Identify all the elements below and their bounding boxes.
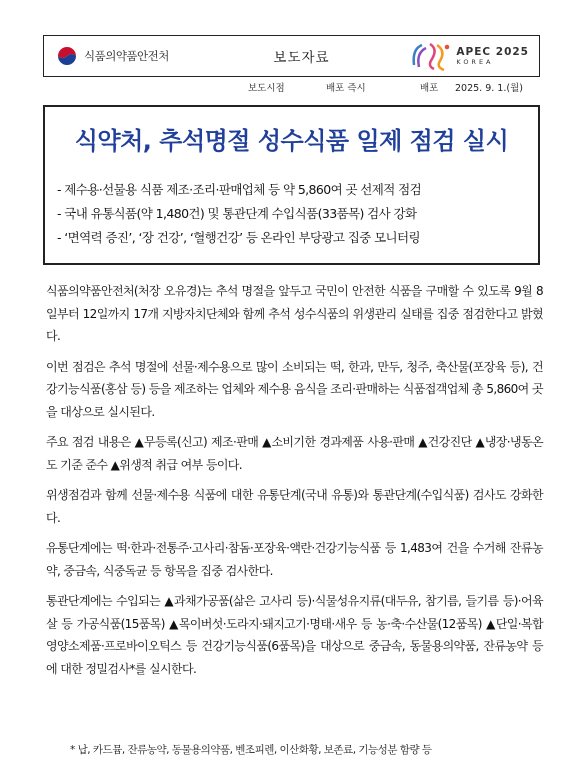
apec-title: APEC 2025: [456, 45, 529, 58]
apec-country: KOREA: [456, 58, 494, 66]
body-paragraph: 통관단계에는 수입되는 ▲과채가공품(삶은 고사리 등)·식물성유지류(대두유, 참기름, 들기름 등)·어육살 등 가공식품(15품목) ▲목이버섯·도라지·돼지고기·명태·새우 등 농·축·수산물(12품목) ▲단일·복합 영양소제품·프로바이오틱스 등 건강기능식품(6품목)을 대상으로 중금속, 동물용의약품, 잔류농약 등에 대한 정밀검사*를 실시한다.: [46, 594, 543, 676]
apec-wordmark: [456, 47, 529, 66]
ministry-block: [44, 36, 214, 76]
government-emblem-icon: [56, 45, 78, 67]
body-paragraph: 주요 점검 내용은 ▲무등록(신고) 제조·판매 ▲소비기한 경과제품 사용·판매 ▲건강진단 ▲냉장·냉동온도 기준 준수 ▲위생적 취급 여부 등이다.: [46, 435, 543, 472]
ministry-name: 식품의약품안전처: [84, 49, 169, 63]
summary-bullet: - ‘면역력 증진’, ‘장 건강’, ‘혈행건강’ 등 온라인 부당광고 집중 모니터링: [57, 230, 420, 245]
apec-logo: [389, 36, 539, 76]
document-type: 보도자료: [273, 50, 330, 66]
summary-bullet: - 국내 유통식품(약 1,480건) 및 통관단계 수입식품(33품목) 검사 강화: [57, 206, 417, 221]
release-label: 보도시점: [248, 83, 285, 94]
body-paragraph: 유통단계에는 떡·한과·전통주·고사리·참돔·포장육·액란·건강기능식품 등 1,483여 건을 수거해 잔류농약, 중금속, 식중독균 등 항목을 집중 검사한다.: [46, 541, 543, 578]
headline-box: [43, 105, 540, 265]
footnote: * 납, 카드뮴, 잔류농약, 동물용의약품, 벤조피렌, 이산화황, 보존료, 기능성분 함량 등: [70, 744, 432, 756]
body-paragraph: 이번 점검은 추석 명절에 선물·제수용으로 많이 소비되는 떡, 한과, 만두, 청주, 축산물(포장육 등), 건강기능식품(홍삼 등) 등을 제조하는 업체와 제수용 음식을 조리·판매하는 식품접객업체 총 5,860여 곳을 대상으로 실시된다.: [46, 359, 543, 419]
press-release-header: [43, 35, 540, 77]
article-body: [46, 280, 543, 688]
body-paragraph: 위생점검과 함께 선물·제수용 식품에 대한 유통단계(국내 유통)와 통관단계(수입식품) 검사도 강화한다.: [46, 488, 543, 525]
summary-bullet: - 제수용·선물용 식품 제조·조리·판매업체 등 약 5,860여 곳 선제적 점검: [57, 182, 422, 197]
release-value: 배포 즉시: [326, 83, 366, 94]
distribution-date: 2025. 9. 1.(월): [455, 83, 523, 94]
headline: 식약처, 추석명절 성수식품 일제 점검 실시: [74, 127, 509, 155]
release-meta: [43, 80, 540, 94]
body-paragraph: 식품의약품안전처(처장 오유경)는 추석 명절을 앞두고 국민이 안전한 식품을 구매할 수 있도록 9월 8일부터 12일까지 17개 지방자치단체와 함께 추석 성수식품의 위생관리 실태를 집중 점검한다고 밝혔다.: [46, 284, 543, 343]
distribution-label: 배포: [420, 83, 439, 94]
apec-emblem-icon: [410, 39, 452, 73]
summary-bullets: [57, 179, 532, 251]
